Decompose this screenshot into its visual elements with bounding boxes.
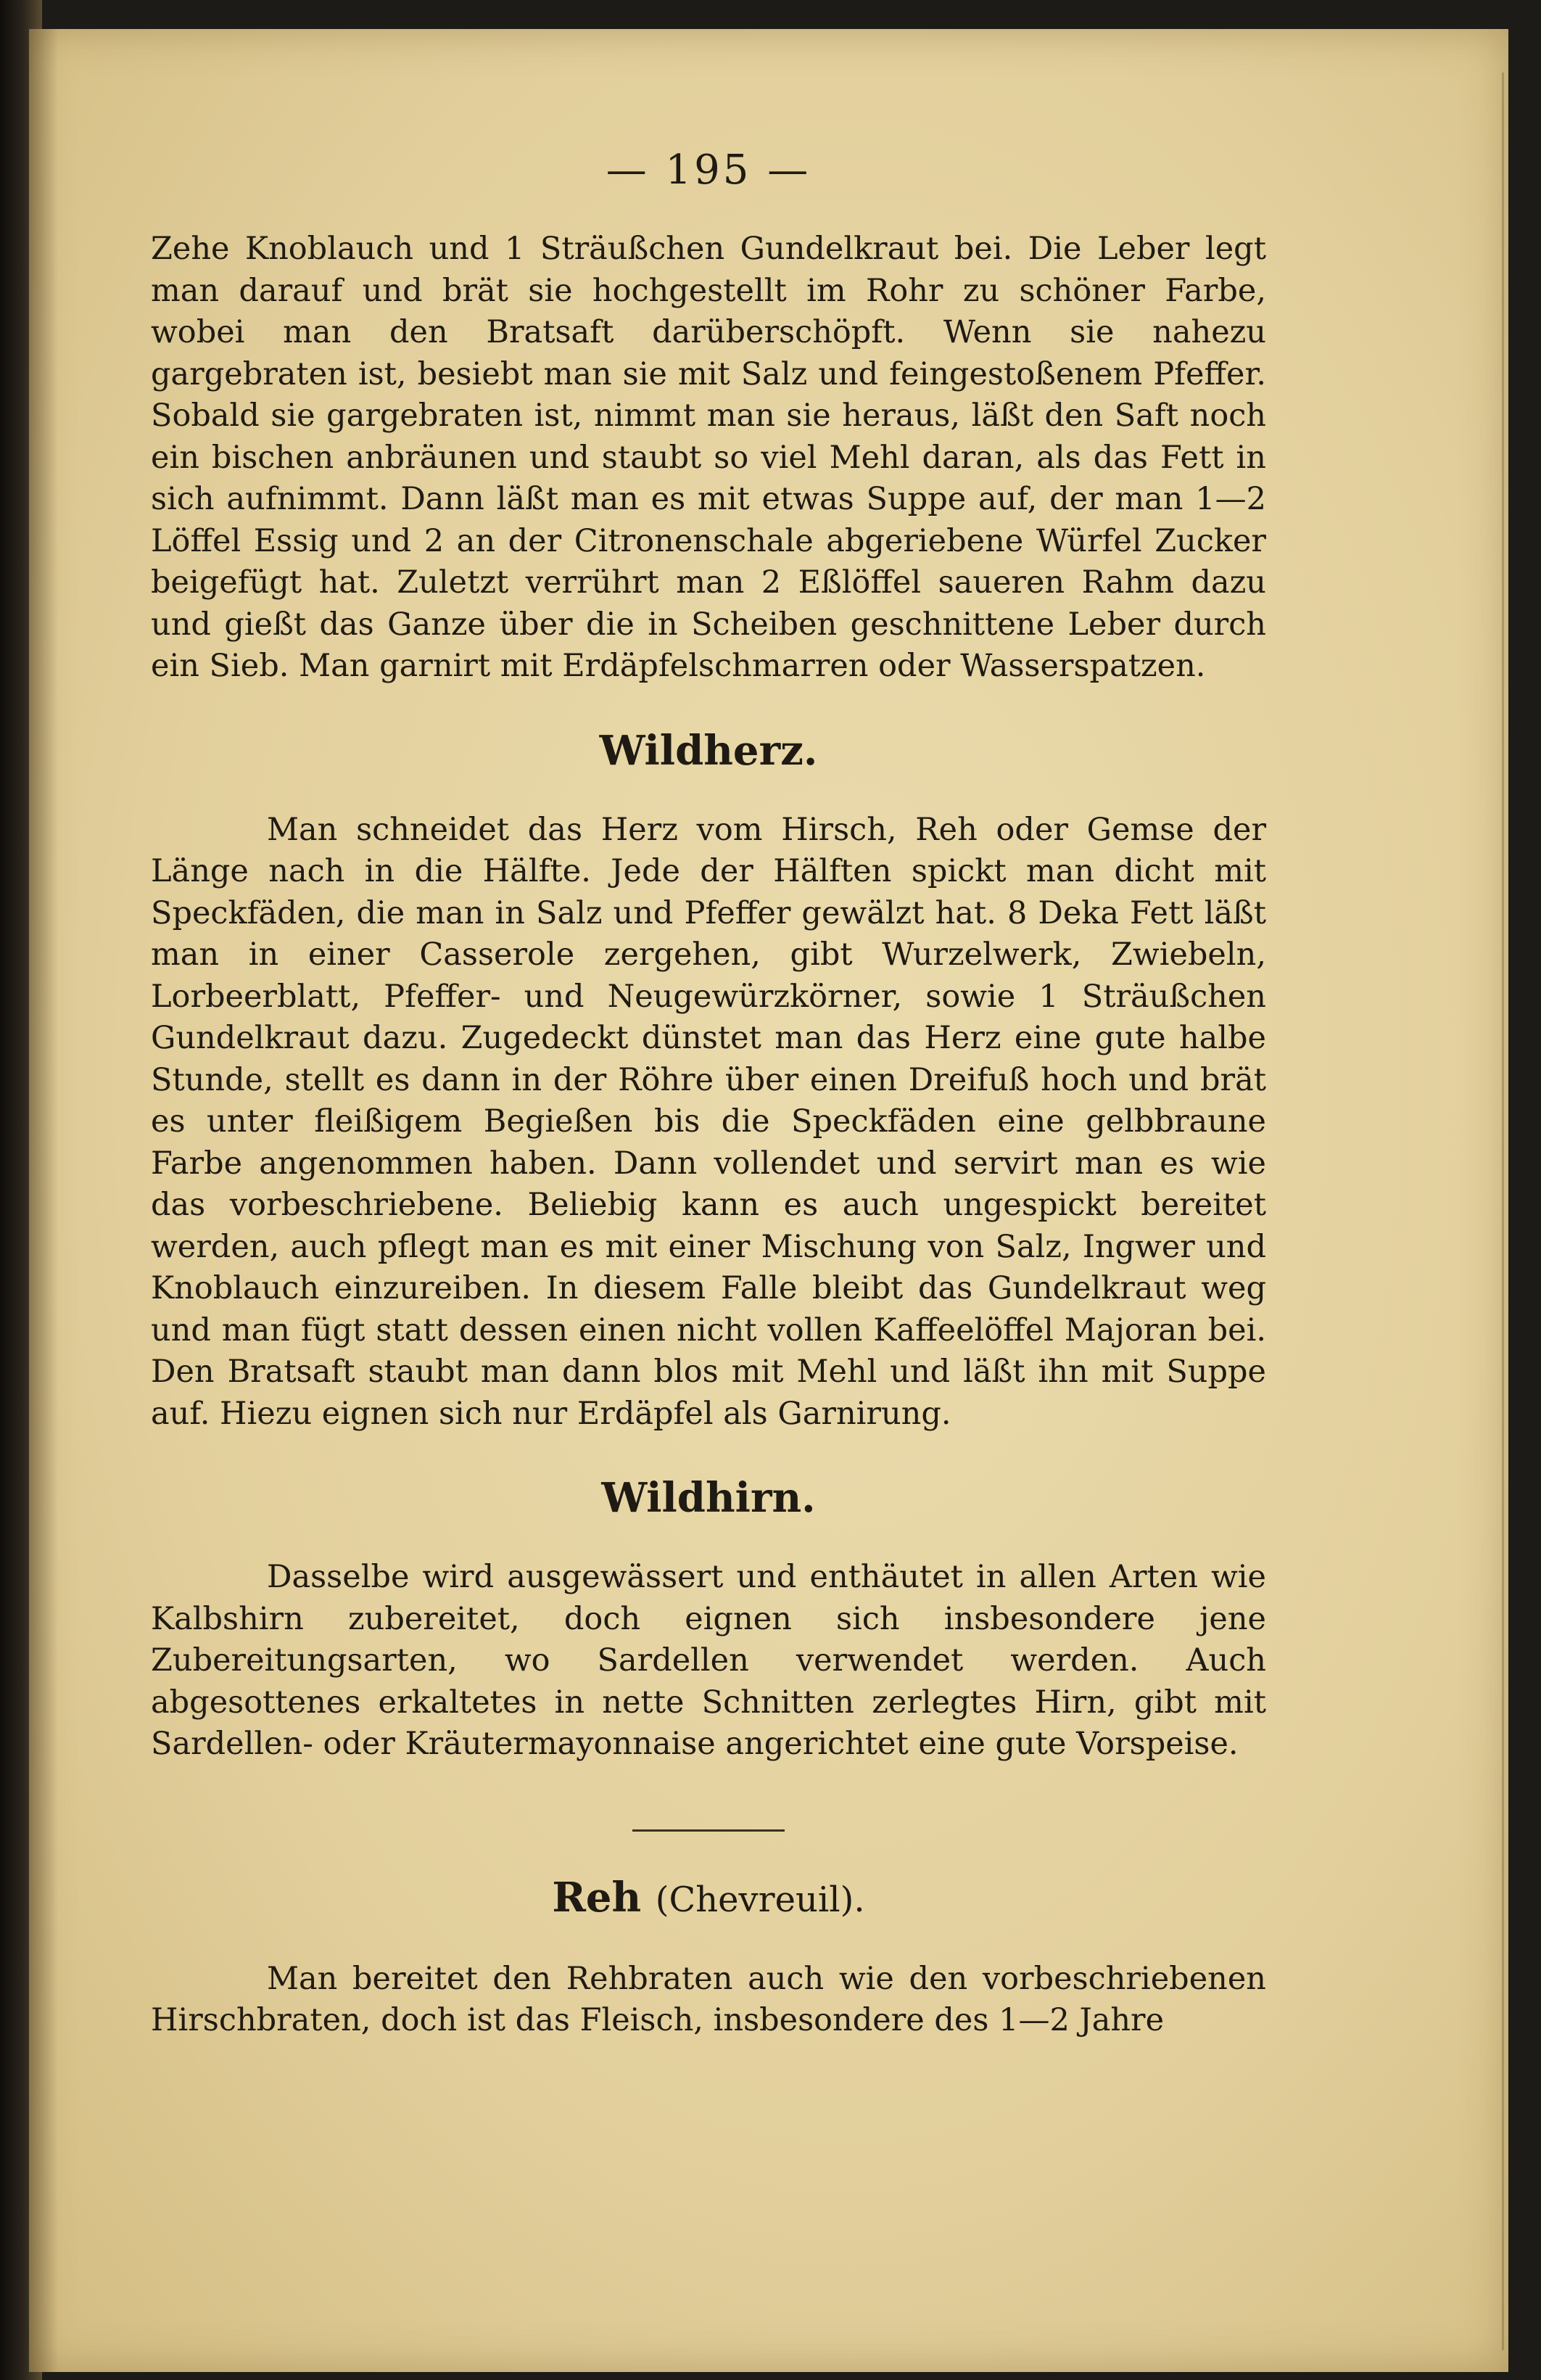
page-edge <box>1502 73 1504 2350</box>
page-number: — 195 — <box>606 147 811 194</box>
continuation-paragraph: Zehe Knoblauch und 1 Sträußchen Gundelkraut bei. Die Leber legt man darauf und brät sie hochgestellt im Rohr zu schöner Farbe, wobei man den Bratsaft darüberschöpft. Wenn sie nahezu gargebraten ist, besiebt man sie mit Salz und feingestoßenem Pfeffer. Sobald sie gargebraten ist, nimmt man sie heraus, läßt den Saft noch ein bischen anbräunen und staubt so viel Mehl daran, als das Fett in sich aufnimmt. Dann läßt man es mit etwas Suppe auf, der man 1—2 Löffel Essig und 2 an der Citronenschale abgeriebene Würfel Zucker beigefügt hat. Zuletzt verrührt man 2 Eßlöffel saueren Rahm dazu und gießt das Ganze über die in Scheiben geschnittene Leber durch ein Sieb. Man garnirt mit Erdäpfelschmarren oder Wasserspatzen. <box>151 231 1266 684</box>
section-body-wildherz: Man schneidet das Herz vom Hirsch, Reh oder Gemse der Länge nach in die Hälfte. Jede der Hälften spickt man dicht mit Speckfäden, die man in Salz und Pfeffer gewälzt hat. 8 Deka Fett läßt man in einer Casserole zergehen, gibt Wurzelwerk, Zwiebeln, Lorbeerblatt, Pfeffer- und Neugewürzkörner, sowie 1 Sträußchen Gundelkraut dazu. Zugedeckt dünstet man das Herz eine gute halbe Stunde, stellt es dann in der Röhre über einen Dreifuß hoch und brät es unter fleißigem Begießen bis die Speckfäden eine gelbbraune Farbe angenommen haben. Dann vollendet und servirt man es wie das vorbeschriebene. Beliebig kann es auch ungespickt bereitet werden, auch pflegt man es mit einer Mischung von Salz, Ingwer und Knoblauch einzureiben. In diesem Falle bleibt das Gundelkraut weg und man fügt statt dessen einen nicht vollen Kaffeelöffel Majoran bei. Den Bratsaft staubt man dann blos mit Mehl und läßt ihn mit Suppe auf. Hiezu eignen sich nur Erdäpfel als Garnirung. <box>151 811 1266 1432</box>
section-heading-reh-title: Reh <box>552 1873 642 1922</box>
section-heading-reh-subtitle: (Chevreuil). <box>655 1879 865 1920</box>
section-body-reh: Man bereitet den Rehbraten auch wie den vorbeschriebenen Hirschbraten, doch ist das Fleisch, insbesondere des 1—2 Jahre <box>151 1960 1266 2038</box>
section-heading-wildherz: Wildherz. <box>599 726 818 775</box>
section-divider <box>632 1829 785 1832</box>
section-heading-reh <box>151 1872 1266 1925</box>
section-body-wildhirn: Dasselbe wird ausgewässert und enthäutet in allen Arten wie Kalbshirn zubereitet, doch eignen sich insbesondere jene Zubereitungsarten, wo Sardellen verwendet werden. Auch abgesottenes erkaltetes in nette Schnitten zerlegtes Hirn, gibt mit Sardellen- oder Kräutermayonnaise angerichtet eine gute Vorspeise. <box>151 1559 1266 1762</box>
section-heading-wildhirn: Wildhirn. <box>601 1474 816 1522</box>
page-content <box>151 141 1266 2042</box>
